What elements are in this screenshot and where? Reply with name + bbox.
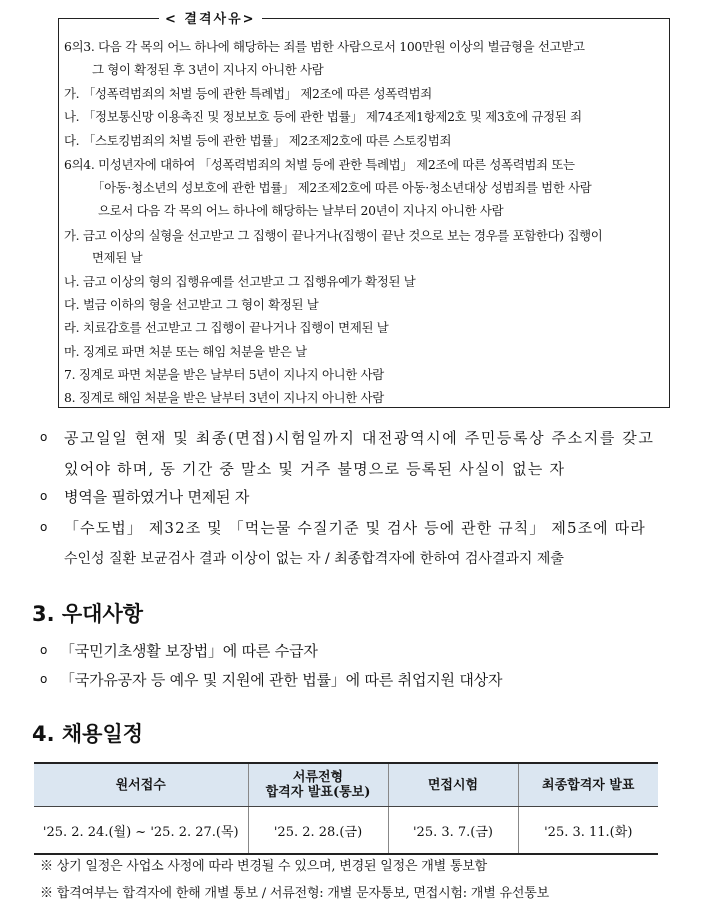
- requirement-line: 「수도법」 제32조 및 「먹는물 수질기준 및 검사 등에 관한 규칙」 제5조에 따라: [64, 519, 646, 537]
- box-line: 7. 징계로 파면 처분을 받은 날부터 5년이 지나지 아니한 사람: [64, 367, 384, 382]
- table-header: 면접시험: [388, 763, 518, 807]
- box-line: 가. 금고 이상의 실형을 선고받고 그 집행이 끝나거나(집행이 끝난 것으로 보는 경우를 포함한다) 집행이: [64, 228, 603, 243]
- box-line: 으로서 다음 각 목의 어느 하나에 해당하는 날부터 20년이 지나지 아니한 사람: [98, 203, 504, 218]
- requirement-line: 있어야 하며, 동 기간 중 말소 및 거주 불명으로 등록된 사실이 없는 자: [64, 460, 566, 478]
- table-cell: '25. 3. 11.(화): [518, 807, 658, 855]
- table-header-row: [34, 763, 658, 807]
- table-header: 최종합격자 발표: [518, 763, 658, 807]
- bullet-marker: o: [40, 489, 48, 503]
- box-line: 나. 「정보통신망 이용촉진 및 정보보호 등에 관한 법률」 제74조제1항제2호 및 제3호에 규정된 죄: [64, 109, 582, 124]
- section-heading: 4. 채용일정: [32, 722, 144, 746]
- table-header: 원서접수: [34, 763, 248, 807]
- table-header-line: 합격자 발표(통보): [265, 785, 371, 800]
- box-line: 마. 징계로 파면 처분 또는 해임 처분을 받은 날: [64, 344, 307, 359]
- bullet-marker: o: [40, 672, 48, 686]
- requirement-line: 병역을 필하였거나 면제된 자: [64, 488, 250, 506]
- schedule-note: ※ 합격여부는 합격자에 한해 개별 통보 / 서류전형: 개별 문자통보, 면접시험: 개별 유선통보: [40, 886, 549, 901]
- section-heading: 3. 우대사항: [32, 602, 144, 626]
- box-line: 「아동·청소년의 성보호에 관한 법률」 제2조제2호에 따른 아동·청소년대상 성범죄를 범한 사람: [92, 180, 592, 195]
- box-title: < 결격사유>: [159, 8, 262, 27]
- bullet-marker: o: [40, 430, 48, 444]
- table-header: [248, 763, 388, 807]
- bullet-marker: o: [40, 643, 48, 657]
- box-line: 8. 징계로 해임 처분을 받은 날부터 3년이 지나지 아니한 사람: [64, 390, 384, 405]
- schedule-table: [34, 762, 658, 855]
- box-line: 6의4. 미성년자에 대하여 「성폭력범죄의 처벌 등에 관한 특례법」 제2조에 따른 성폭력범죄 또는: [64, 157, 575, 172]
- box-line: 6의3. 다음 각 목의 어느 하나에 해당하는 죄를 범한 사람으로서 100만원 이상의 벌금형을 선고받고: [64, 39, 585, 54]
- box-line: 나. 금고 이상의 형의 집행유예를 선고받고 그 집행유예가 확정된 날: [64, 274, 416, 289]
- preference-item: 「국민기초생활 보장법」에 따른 수급자: [60, 642, 318, 660]
- table-header-line: 서류전형: [292, 770, 344, 785]
- table-cell: '25. 2. 24.(월) ~ '25. 2. 27.(목): [34, 807, 248, 855]
- table-cell: '25. 2. 28.(금): [248, 807, 388, 855]
- schedule-note: ※ 상기 일정은 사업소 사정에 따라 변경될 수 있으며, 변경된 일정은 개별 통보함: [40, 859, 488, 874]
- table-cell: '25. 3. 7.(금): [388, 807, 518, 855]
- box-line: 라. 치료감호를 선고받고 그 집행이 끝나거나 집행이 면제된 날: [64, 320, 389, 335]
- box-line: 가. 「성폭력범죄의 처벌 등에 관한 특례법」 제2조에 따른 성폭력범죄: [64, 86, 432, 101]
- bullet-marker: o: [40, 520, 48, 534]
- requirement-line: 공고일일 현재 및 최종(면접)시험일까지 대전광역시에 주민등록상 주소지를 갖고: [64, 429, 655, 447]
- preference-item: 「국가유공자 등 예우 및 지원에 관한 법률」에 따른 취업지원 대상자: [60, 671, 503, 689]
- requirement-line: 수인성 질환 보균검사 결과 이상이 없는 자 / 최종합격자에 한하여 검사결과지 제출: [64, 551, 564, 567]
- box-line: 그 형이 확정된 후 3년이 지나지 아니한 사람: [92, 62, 324, 77]
- box-line: 면제된 날: [92, 250, 143, 265]
- box-line: 다. 벌금 이하의 형을 선고받고 그 형이 확정된 날: [64, 297, 319, 312]
- table-row: [34, 807, 658, 855]
- box-line: 다. 「스토킹범죄의 처벌 등에 관한 법률」 제2조제2호에 따른 스토킹범죄: [64, 133, 452, 148]
